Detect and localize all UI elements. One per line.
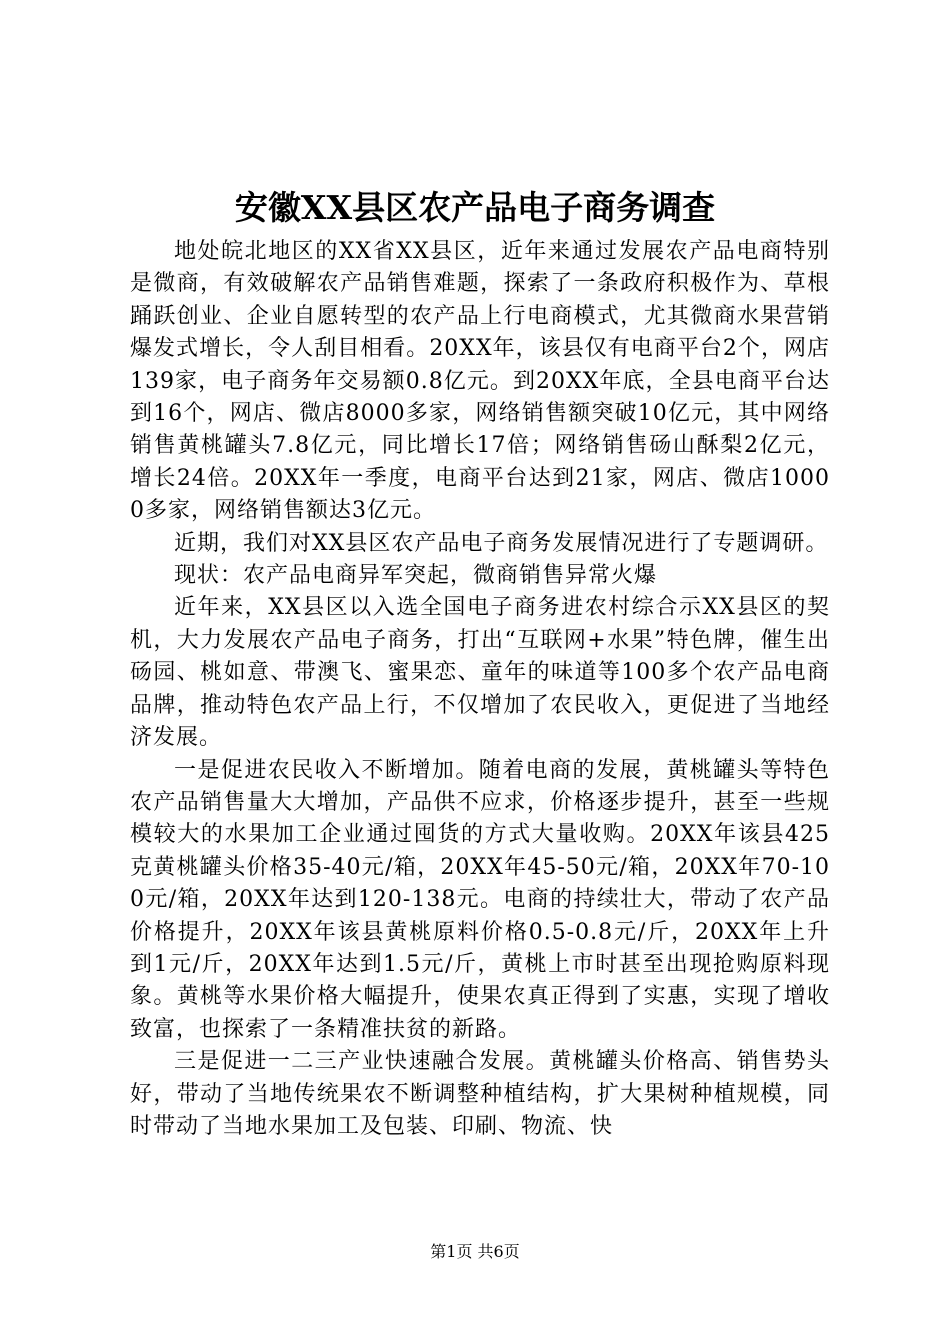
paragraph-overview: 近年来，XX县区以入选全国电子商务进农村综合示XX县区的契机，大力发展农产品电子商务，打出“互联网+水果”特色牌，催生出砀园、桃如意、带澳飞、蜜果恋、童年的味道等100多个农产品电商品牌，推动特色农产品上行，不仅增加了农民收入，更促进了当地经济发展。 [130,595,830,751]
section-heading-status: 现状：农产品电商异军突起，微商销售异常火爆 [174,563,658,589]
paragraph-point-three: 三是促进一二三产业快速融合发展。黄桃罐头价格高、销售势头好，带动了当地传统果农不断调整种植结构，扩大果树种植规模，同时带动了当地水果加工及包装、印刷、物流、快 [130,1049,830,1139]
paragraph-point-one: 一是促进农民收入不断增加。随着电商的发展，黄桃罐头等特色农产品销售量大大增加，产品供不应求，价格逐步提升，甚至一些规模较大的水果加工企业通过囤货的方式大量收购。20XX年该县425克黄桃罐头价格35-40元/箱，20XX年45-50元/箱，20XX年70-100元/箱，20XX年达到120-138元。电商的持续壮大，带动了农产品价格提升，20XX年该县黄桃原料价格0.5-0.8元/斤，20XX年上升到1元/斤，20XX年达到1.5元/斤，黄桃上市时甚至出现抢购原料现象。黄桃等水果价格大幅提升，使果农真正得到了实惠，实现了增收致富，也探索了一条精准扶贫的新路。 [130,757,830,1042]
page-number-indicator: 第1页 共6页 [430,1242,520,1261]
paragraph-intro: 地处皖北地区的XX省XX县区，近年来通过发展农产品电商特别是微商，有效破解农产品销售难题，探索了一条政府积极作为、草根踊跃创业、企业自愿转型的农产品上行电商模式，尤其微商水果营销爆发式增长，令人刮目相看。20XX年，该县仅有电商平台2个，网店139家，电子商务年交易额0.8亿元。到20XX年底，全县电商平台达到16个，网店、微店8000多家，网络销售额突破10亿元，其中网络销售黄桃罐头7.8亿元，同比增长17倍；网络销售砀山酥梨2亿元，增长24倍。20XX年一季度，电商平台达到21家，网店、微店10000多家，网络销售额达3亿元。 [130,239,830,524]
page-footer [0,1240,950,1264]
document-title: 安徽XX县区农产品电子商务调查 [234,188,716,227]
paragraph-research-note: 近期，我们对XX县区农产品电子商务发展情况进行了专题调研。 [174,530,829,556]
document-body [130,236,830,1143]
